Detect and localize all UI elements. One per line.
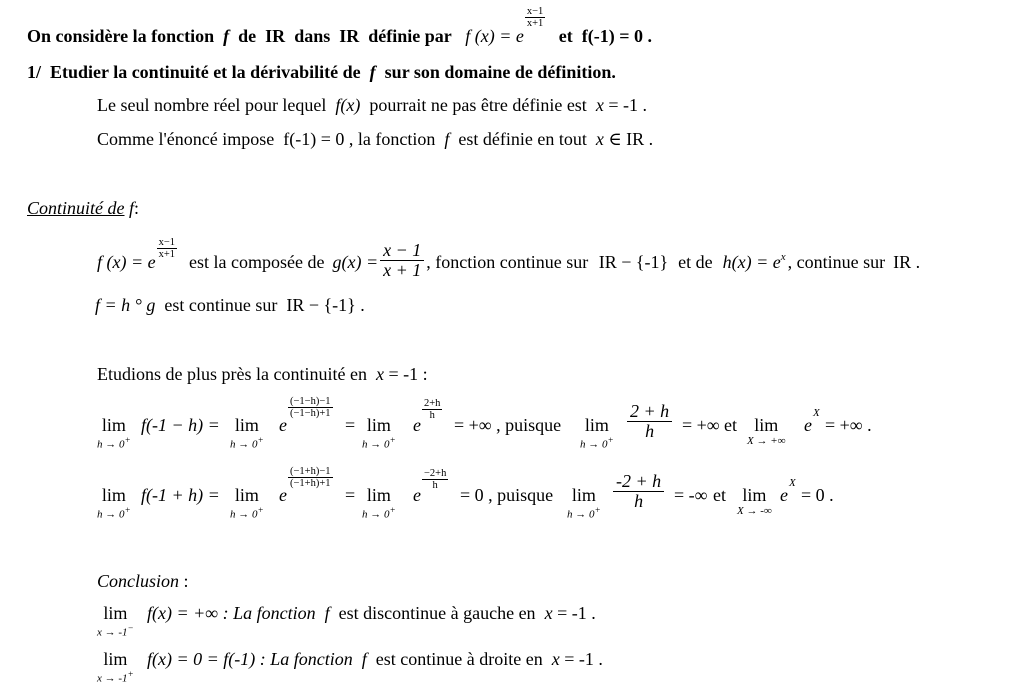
math-e: e xyxy=(804,415,812,435)
text: est continue sur xyxy=(164,295,278,315)
limit-operator: lim h → 0+ xyxy=(362,415,396,451)
exponent-X: X xyxy=(789,477,796,489)
limit-line-right xyxy=(97,468,917,522)
text: , continue sur xyxy=(787,252,886,272)
math-e: e xyxy=(279,485,287,505)
math-e: e xyxy=(413,485,421,505)
math-e: e xyxy=(279,415,287,435)
limit-operator: lim x → -1+ xyxy=(97,649,134,685)
limit-operator: lim h → 0+ xyxy=(230,415,264,451)
statement-dans: dans xyxy=(294,26,331,47)
text: = +∞ xyxy=(682,415,720,435)
exponent-fraction: $\frac{(-1+h)-1}{(-1+h)+1}$ xyxy=(290,466,331,490)
limit-operator: lim h → 0+ xyxy=(567,485,601,521)
question-end: sur son domaine de définition. xyxy=(384,62,616,82)
limit-operator: lim X → +∞ xyxy=(747,415,786,447)
text: et xyxy=(713,485,726,505)
section-label: Continuité de xyxy=(27,198,125,218)
limit-operator: lim h → 0+ xyxy=(580,415,614,451)
question-text: Etudier la continuité et la dérivabilité de xyxy=(50,62,361,82)
text: et de xyxy=(678,252,713,272)
text: Comme l'énoncé impose xyxy=(97,129,275,149)
real-set-symbol: IR xyxy=(265,26,286,47)
limit-operator: lim x → -1− xyxy=(97,603,134,639)
text: , fonction continue sur xyxy=(426,252,589,272)
math-x: x xyxy=(595,129,604,149)
text: Etudions de plus près la continuité en xyxy=(97,364,367,384)
math-fog: f = h ° g xyxy=(95,295,156,315)
statement-et: et xyxy=(558,26,573,47)
real-set-symbol: IR xyxy=(339,26,360,47)
limit-operator: lim h → 0+ xyxy=(97,415,131,451)
math-f-left: f(-1 − h) = xyxy=(141,415,220,435)
function-definition: f (x) = e xyxy=(465,26,524,47)
statement-de: de xyxy=(238,26,257,47)
limit-operator: lim X → -∞ xyxy=(737,485,772,517)
math-R: IR . xyxy=(893,252,921,272)
math-x: x xyxy=(595,95,604,115)
conclusion-left-text: f(x) = +∞ : La fonction f est discontinue à gauche en x = -1 . xyxy=(147,603,596,623)
exponent-fraction: $\frac{2+h}{h}$ xyxy=(424,398,441,422)
text: = 0 . xyxy=(801,485,834,505)
math-e: e xyxy=(780,485,788,505)
text: = +∞ , puisque xyxy=(454,415,562,435)
exponent-fraction: $\frac{-2+h}{h}$ xyxy=(424,468,447,492)
limit-operator: lim h → 0+ xyxy=(230,485,264,521)
exponent-fraction: $\frac{x-1}{x+1}$ xyxy=(526,6,544,30)
text: = -1 : xyxy=(388,364,428,384)
conclusion-title xyxy=(97,572,189,590)
statement-definie: définie par xyxy=(368,26,452,47)
math-hx: h(x) = e xyxy=(722,252,781,272)
question-1 xyxy=(27,63,616,81)
math-condition: f(-1) = 0 xyxy=(283,129,345,149)
text: et xyxy=(724,415,737,435)
limit-operator: lim h → 0+ xyxy=(362,485,396,521)
equals: = xyxy=(345,415,356,435)
math-domain: IR − {-1} . xyxy=(286,295,365,315)
math-gx: g(x) = xyxy=(332,252,379,272)
limit-line-left xyxy=(97,398,917,452)
text: est la composée de xyxy=(189,252,325,272)
colon: : xyxy=(183,571,189,591)
composition-continuity xyxy=(95,296,365,314)
exponent-fraction: $\frac{(-1-h)-1}{(-1-h)+1}$ xyxy=(290,396,331,420)
math-x: x xyxy=(375,364,384,384)
paragraph-domain-2 xyxy=(97,130,653,148)
initial-condition: f(-1) = 0 . xyxy=(581,26,652,47)
limit-fraction: $\frac{2 + h}{h}$ xyxy=(627,402,672,441)
question-number: 1/ xyxy=(27,62,42,82)
colon: : xyxy=(134,198,140,218)
math-fx-def: f (x) = e xyxy=(97,252,156,272)
conclusion-label: Conclusion xyxy=(97,571,180,591)
exponent-X: X xyxy=(813,407,820,419)
text: = 0 , puisque xyxy=(460,485,554,505)
paragraph-domain-1 xyxy=(97,96,647,114)
limit-operator: lim h → 0+ xyxy=(97,485,131,521)
g-fraction: $\frac{x - 1}{x + 1}$ xyxy=(380,241,424,280)
study-intro xyxy=(97,365,428,383)
conclusion-right-text: f(x) = 0 = f(-1) : La fonction f est continue à droite en x = -1 . xyxy=(147,649,603,669)
exponent-fraction: $\frac{x-1}{x+1}$ xyxy=(158,236,176,260)
text: pourrait ne pas être définie est xyxy=(369,95,587,115)
math-e: e xyxy=(413,415,421,435)
composition-line xyxy=(97,234,920,280)
math-f: f xyxy=(129,198,135,218)
text: Le seul nombre réel pour lequel xyxy=(97,95,327,115)
function-name: f xyxy=(369,62,376,82)
text: = +∞ . xyxy=(825,415,872,435)
text: , la fonction xyxy=(348,129,436,149)
math-f: f xyxy=(444,129,450,149)
statement-line xyxy=(27,6,652,47)
math-f-right: f(-1 + h) = xyxy=(141,485,220,505)
math-fx: f(x) xyxy=(335,95,361,115)
equals: = xyxy=(345,485,356,505)
limit-fraction: $\frac{-2 + h}{h}$ xyxy=(613,472,664,511)
statement-intro: On considère la fonction xyxy=(27,26,215,47)
text: = -∞ xyxy=(674,485,708,505)
conclusion-left xyxy=(97,603,797,639)
conclusion-right xyxy=(97,650,797,684)
function-name: f xyxy=(223,26,230,47)
exponent-x: x xyxy=(780,251,786,263)
math-in-R: ∈ IR . xyxy=(608,129,654,149)
text: est définie en tout xyxy=(458,129,587,149)
math-domain: IR − {-1} xyxy=(598,252,669,272)
section-title-continuite xyxy=(27,199,139,217)
text: = -1 . xyxy=(608,95,647,115)
